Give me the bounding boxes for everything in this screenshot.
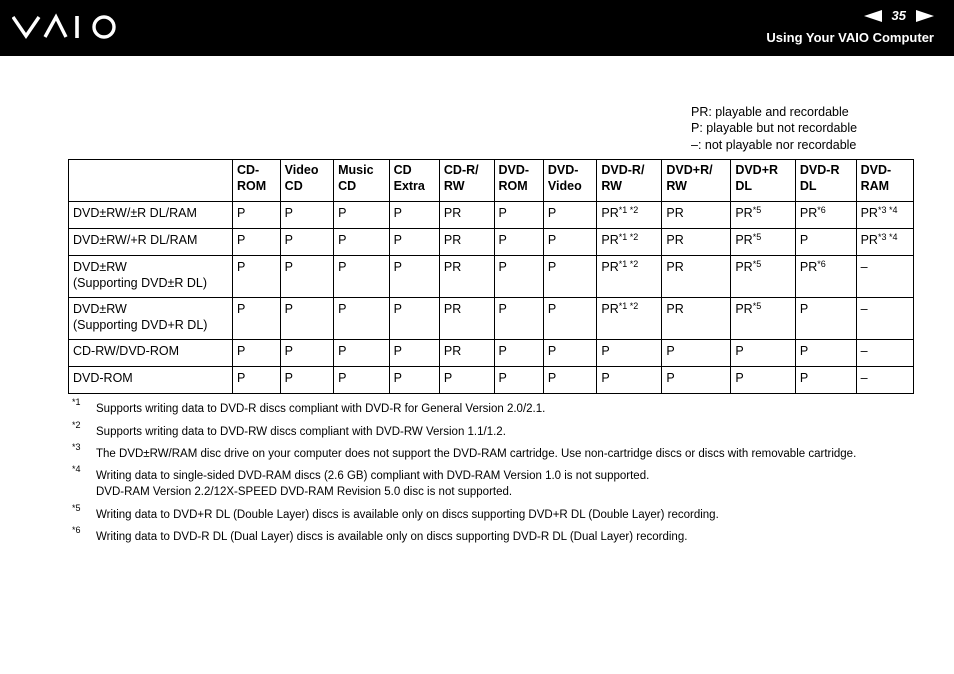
- footnote-mark: *6: [72, 525, 81, 535]
- cell-value: P: [547, 260, 557, 274]
- table-cell: [662, 202, 731, 229]
- cell-value: PR: [601, 233, 619, 247]
- cell-value: PR: [735, 206, 753, 220]
- cell-value: P: [547, 206, 557, 220]
- footnote-line: Supports writing data to DVD-RW discs compliant with DVD-RW Version 1.1/1.2.: [96, 426, 506, 438]
- table-corner-cell: [69, 160, 233, 202]
- table-cell: [494, 298, 543, 340]
- table-cell: [731, 256, 796, 298]
- row-label-text: DVD±RW/±R DL/RAM: [73, 206, 197, 220]
- footnote-reference: *5: [752, 259, 762, 269]
- table-cell: [233, 340, 281, 367]
- cell-value: P: [799, 371, 809, 385]
- table-cell: [389, 229, 439, 256]
- table-cell: [334, 256, 389, 298]
- footnote-text: [96, 508, 719, 524]
- column-header: [543, 160, 596, 202]
- table-cell: [731, 202, 796, 229]
- cell-value: PR: [443, 344, 462, 358]
- cell-value: PR: [860, 233, 878, 247]
- column-header: [795, 160, 856, 202]
- cell-value: P: [498, 206, 507, 220]
- page-number: 35: [891, 7, 906, 23]
- table-cell: [439, 202, 494, 229]
- cell-value: PR: [601, 260, 619, 274]
- column-header-text: DVD-: [547, 163, 579, 177]
- footnote-line: DVD-RAM Version 2.2/12X-SPEED DVD-RAM Revision 5.0 disc is not supported.: [96, 485, 513, 498]
- cell-value: P: [547, 371, 557, 385]
- cell-value: P: [284, 233, 294, 247]
- table-cell: [439, 298, 494, 340]
- footnote-text: [96, 425, 506, 441]
- cell-value: PR: [601, 302, 619, 316]
- table-cell: [662, 229, 731, 256]
- legend-item: PR: playable and recordable: [691, 105, 849, 119]
- column-header: [334, 160, 389, 202]
- table-cell: [543, 340, 596, 367]
- column-header: [389, 160, 439, 202]
- column-header-text: DVD-R/: [601, 163, 645, 177]
- row-label: [69, 298, 233, 340]
- table-cell: [543, 367, 596, 394]
- table-cell: [389, 367, 439, 394]
- cell-value: P: [284, 371, 294, 385]
- footnote-text: [96, 447, 856, 463]
- section-title: Using Your VAIO Computer: [766, 30, 934, 45]
- column-header-text: Video: [547, 179, 582, 193]
- table-cell: [597, 256, 662, 298]
- table-cell: [389, 256, 439, 298]
- table-cell: [233, 256, 281, 298]
- table-cell: [597, 367, 662, 394]
- table-row: [69, 367, 914, 394]
- table-cell: [856, 256, 913, 298]
- cell-value: P: [338, 302, 347, 316]
- table-cell: [856, 340, 913, 367]
- footnote-reference: *6: [817, 259, 826, 269]
- table-cell: [439, 256, 494, 298]
- table-cell: [543, 298, 596, 340]
- cell-value: P: [237, 206, 246, 220]
- cell-value: P: [547, 344, 557, 358]
- table-cell: [543, 202, 596, 229]
- row-label-text: DVD±RW/+R DL/RAM: [73, 233, 198, 247]
- table-cell: [439, 367, 494, 394]
- table-cell: [543, 229, 596, 256]
- table-cell: [597, 202, 662, 229]
- footnote-text: [96, 469, 649, 500]
- cell-value: P: [443, 371, 453, 385]
- cell-value: P: [393, 260, 402, 274]
- cell-value: P: [601, 371, 610, 385]
- column-header-text: Music: [338, 163, 374, 177]
- table-cell: [334, 298, 389, 340]
- cell-value: P: [799, 344, 809, 358]
- column-header-text: RW: [601, 179, 622, 193]
- column-header-text: DL: [799, 179, 817, 193]
- column-header-text: CD: [393, 163, 412, 177]
- footnote-reference: *1 *2: [618, 205, 639, 215]
- cell-value: –: [860, 302, 868, 316]
- cell-value: P: [393, 233, 402, 247]
- table-row: [69, 202, 914, 229]
- column-header: [439, 160, 494, 202]
- table-header-row: [69, 160, 914, 202]
- cell-value: P: [237, 302, 246, 316]
- cell-value: PR: [666, 233, 684, 247]
- next-page-arrow-icon[interactable]: [916, 9, 934, 21]
- table-cell: [280, 202, 333, 229]
- legend-item: P: playable but not recordable: [691, 121, 858, 136]
- column-header: [494, 160, 543, 202]
- cell-value: P: [498, 371, 507, 385]
- table-cell: [439, 340, 494, 367]
- cell-value: P: [237, 233, 246, 247]
- cell-value: PR: [443, 260, 462, 274]
- footnote-mark: *5: [72, 503, 81, 513]
- cell-value: P: [393, 371, 402, 385]
- table-cell: [795, 298, 856, 340]
- table-cell: [280, 229, 333, 256]
- table-cell: [389, 298, 439, 340]
- footnote-line: Writing data to DVD+R DL (Double Layer) discs is available only on discs supporting DVD+R DL (Double Layer) recording.: [96, 509, 719, 521]
- table-cell: [856, 202, 913, 229]
- cell-value: P: [799, 233, 809, 247]
- table-cell: [280, 298, 333, 340]
- footnote-line: Supports writing data to DVD-R discs compliant with DVD-R for General Version 2.0/2.1.: [96, 403, 546, 415]
- column-header-text: DVD+R: [735, 163, 779, 177]
- footnote-reference: *1 *2: [618, 259, 639, 269]
- cell-value: P: [284, 206, 294, 220]
- cell-value: P: [799, 302, 809, 316]
- cell-value: P: [393, 344, 402, 358]
- cell-value: P: [666, 371, 675, 385]
- column-header-text: CD: [338, 179, 357, 193]
- table-cell: [334, 340, 389, 367]
- table-cell: [494, 256, 543, 298]
- table-cell: [494, 367, 543, 394]
- cell-value: PR: [799, 206, 818, 220]
- table-cell: [280, 367, 333, 394]
- cell-value: PR: [860, 206, 878, 220]
- column-header-text: Extra: [393, 179, 425, 193]
- cell-value: P: [547, 233, 557, 247]
- table-cell: [389, 340, 439, 367]
- cell-value: P: [284, 302, 294, 316]
- row-label-text: DVD-ROM: [73, 371, 133, 385]
- column-header: [280, 160, 333, 202]
- column-header-text: DL: [735, 179, 752, 193]
- table-body: [69, 202, 914, 394]
- cell-value: P: [237, 371, 246, 385]
- cell-value: PR: [666, 260, 684, 274]
- footnote-line: Writing data to single-sided DVD-RAM discs (2.6 GB) compliant with DVD-RAM Version 1.0 is not supported.: [96, 470, 650, 482]
- cell-value: P: [338, 371, 347, 385]
- media-compatibility-table: [68, 159, 914, 394]
- table-row: [69, 256, 914, 298]
- table-cell: [731, 340, 796, 367]
- table-cell: [439, 229, 494, 256]
- table-cell: [233, 367, 281, 394]
- cell-value: PR: [443, 206, 462, 220]
- footnote-reference: *6: [817, 205, 826, 215]
- table-cell: [795, 202, 856, 229]
- cell-value: P: [338, 206, 347, 220]
- column-header-text: RAM: [860, 179, 890, 193]
- column-header-text: DVD-: [860, 163, 892, 177]
- footnote-reference: *5: [752, 232, 762, 242]
- table-row: [69, 229, 914, 256]
- column-header-text: ROM: [498, 179, 528, 193]
- table-cell: [389, 202, 439, 229]
- table-cell: [731, 367, 796, 394]
- cell-value: P: [498, 233, 507, 247]
- cell-value: P: [284, 260, 294, 274]
- cell-value: P: [393, 206, 402, 220]
- table-cell: [662, 256, 731, 298]
- table-cell: [597, 229, 662, 256]
- footnote-text: [96, 402, 545, 418]
- table-cell: [334, 229, 389, 256]
- table-cell: [662, 298, 731, 340]
- table-cell: [334, 202, 389, 229]
- table-cell: [543, 256, 596, 298]
- column-header: [597, 160, 662, 202]
- cell-value: P: [498, 260, 507, 274]
- cell-value: P: [237, 260, 246, 274]
- cell-value: P: [735, 371, 744, 385]
- table-cell: [795, 367, 856, 394]
- cell-value: P: [338, 344, 347, 358]
- table-cell: [856, 229, 913, 256]
- table-cell: [334, 367, 389, 394]
- table-cell: [280, 256, 333, 298]
- cell-value: P: [735, 344, 744, 358]
- table-cell: [233, 202, 281, 229]
- cell-value: –: [860, 371, 868, 385]
- footnote-reference: *5: [752, 205, 762, 215]
- cell-value: PR: [443, 302, 462, 316]
- legend-item: –: not playable nor recordable: [691, 137, 857, 152]
- table-cell: [662, 340, 731, 367]
- table-cell: [795, 256, 856, 298]
- footnote-mark: *4: [72, 464, 81, 474]
- column-header: [731, 160, 796, 202]
- column-header-text: CD: [284, 179, 303, 193]
- cell-value: P: [498, 302, 507, 316]
- table-row: [69, 298, 914, 340]
- column-header-text: ROM: [237, 179, 267, 193]
- table-cell: [731, 298, 796, 340]
- cell-value: PR: [443, 233, 462, 247]
- row-label-text: (Supporting DVD+R DL): [73, 318, 208, 332]
- table-cell: [856, 298, 913, 340]
- row-label-text: CD-RW/DVD-ROM: [73, 344, 180, 358]
- table-cell: [795, 340, 856, 367]
- cell-value: P: [666, 344, 675, 358]
- column-header-text: CD-R/: [443, 163, 479, 177]
- table-cell: [597, 340, 662, 367]
- cell-value: P: [237, 344, 246, 358]
- table-cell: [795, 229, 856, 256]
- footnote-mark: *3: [72, 442, 81, 452]
- column-header: [662, 160, 731, 202]
- column-header: [856, 160, 913, 202]
- cell-value: PR: [735, 233, 753, 247]
- table-row: [69, 340, 914, 367]
- table-cell: [280, 340, 333, 367]
- row-label: [69, 229, 233, 256]
- footnote-mark: *1: [72, 397, 81, 407]
- column-header-text: DVD-R: [799, 163, 840, 177]
- table-cell: [233, 298, 281, 340]
- footnote-text: [96, 530, 687, 546]
- column-header-text: Video: [284, 163, 319, 177]
- cell-value: P: [547, 302, 557, 316]
- cell-value: –: [860, 260, 868, 274]
- column-header-text: DVD+R/: [666, 163, 713, 177]
- footnote-mark: *2: [72, 420, 81, 430]
- cell-value: PR: [735, 260, 753, 274]
- row-label-text: DVD±RW: [73, 302, 127, 316]
- table-cell: [494, 202, 543, 229]
- footnote-line: The DVD±RW/RAM disc drive on your computer does not support the DVD-RAM cartridge. Use non-cartridge discs or discs with removable cartridge.: [96, 448, 857, 460]
- cell-value: P: [601, 344, 610, 358]
- column-header-text: CD-: [237, 163, 260, 177]
- column-header: [233, 160, 281, 202]
- footnote-line: Writing data to DVD-R DL (Dual Layer) discs is available only on discs supporting DVD-R DL (Dual Layer) recording.: [96, 531, 688, 543]
- legend: [691, 104, 857, 153]
- column-header-text: RW: [443, 179, 465, 193]
- row-label: [69, 202, 233, 229]
- table-cell: [856, 367, 913, 394]
- cell-value: P: [393, 302, 402, 316]
- cell-value: P: [338, 260, 347, 274]
- footnote-reference: *3 *4: [877, 232, 898, 242]
- table-cell: [233, 229, 281, 256]
- table-cell: [731, 229, 796, 256]
- row-label-text: (Supporting DVD±R DL): [73, 276, 207, 290]
- table-cell: [597, 298, 662, 340]
- page-header: [0, 0, 954, 56]
- footnote-reference: *1 *2: [618, 232, 639, 242]
- footnote-reference: *5: [752, 301, 762, 311]
- table-cell: [662, 367, 731, 394]
- row-label: [69, 256, 233, 298]
- vaio-logo: [12, 13, 120, 46]
- cell-value: PR: [666, 302, 684, 316]
- table-cell: [494, 229, 543, 256]
- cell-value: P: [338, 233, 347, 247]
- cell-value: P: [498, 344, 507, 358]
- cell-value: PR: [735, 302, 753, 316]
- cell-value: PR: [601, 206, 619, 220]
- table-cell: [494, 340, 543, 367]
- cell-value: P: [284, 344, 294, 358]
- footnote-reference: *3 *4: [877, 205, 898, 215]
- column-header-text: RW: [666, 179, 687, 193]
- cell-value: –: [860, 344, 868, 358]
- page-navigator: [864, 7, 934, 23]
- cell-value: PR: [799, 260, 818, 274]
- row-label: [69, 340, 233, 367]
- cell-value: PR: [666, 206, 684, 220]
- row-label-text: DVD±RW: [73, 260, 127, 274]
- row-label: [69, 367, 233, 394]
- footnote-reference: *1 *2: [618, 301, 639, 311]
- previous-page-arrow-icon[interactable]: [864, 9, 882, 21]
- column-header-text: DVD-: [498, 163, 530, 177]
